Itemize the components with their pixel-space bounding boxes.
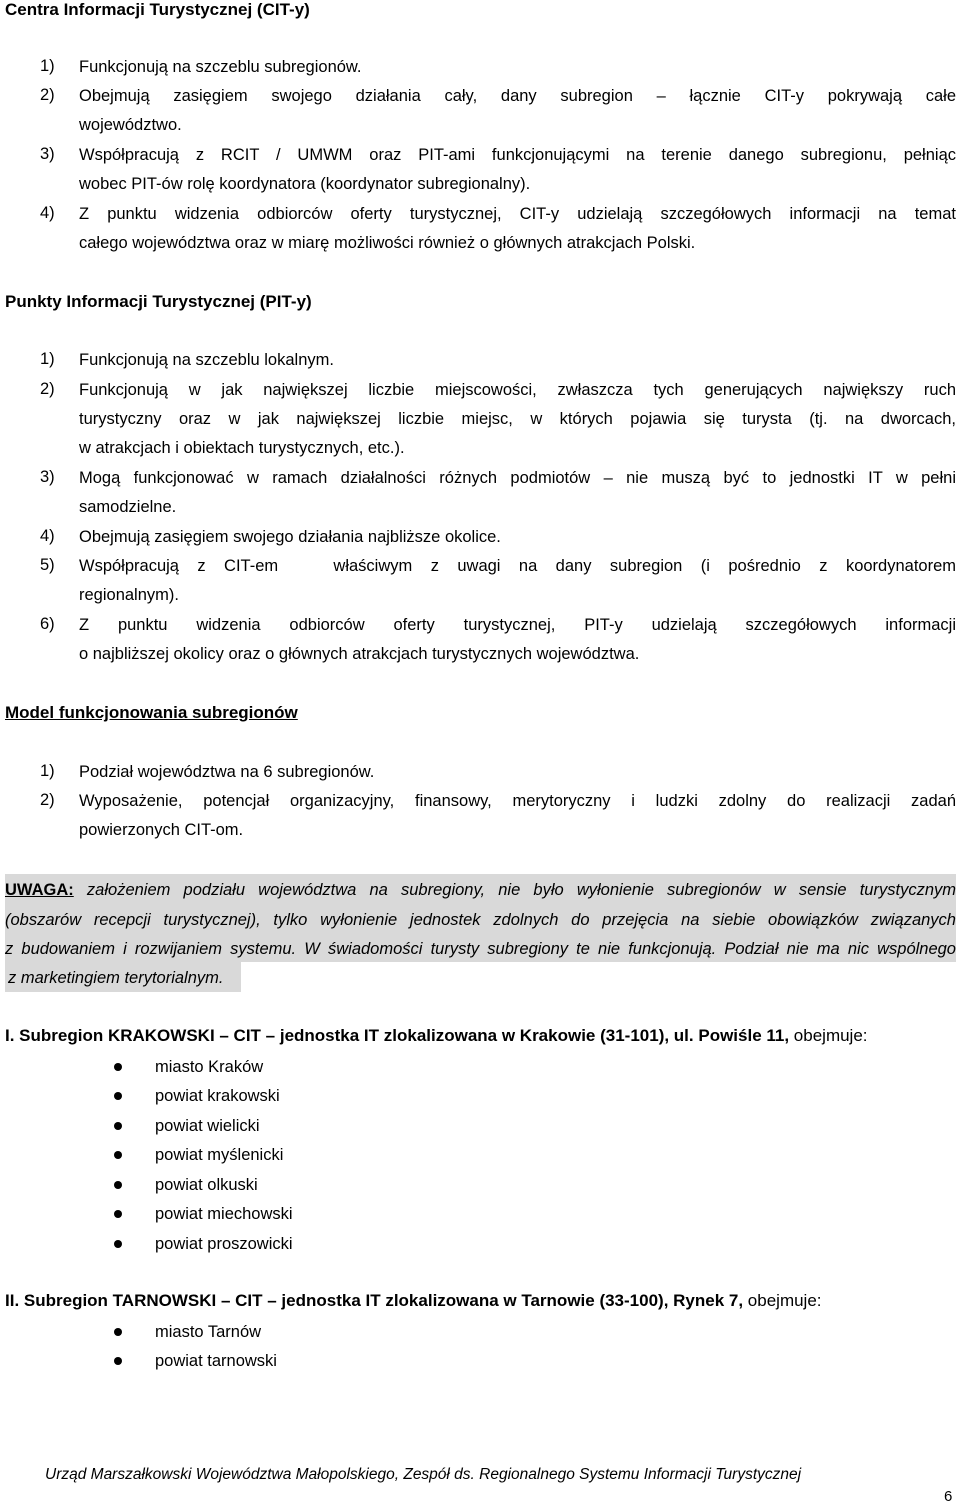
item-number: 2) [40,86,55,104]
cit-item-1 [40,57,956,87]
item-text: całego województwa oraz w miarę możliwości również o głównych atrakcjach Polski. [79,234,696,252]
item-text: wobec PIT-ów rolę koordynatora (koordynator subregionalny). [79,175,531,193]
pit-item-1 [40,350,956,380]
list-item-text: powiat krakowski [155,1087,280,1105]
item-text: Współpracują z CIT-em właściwym z uwagi na dany subregion (i pośrednio z koordynatorem [79,557,956,575]
item-number: 5) [40,556,55,574]
item-text: Z punktu widzenia odbiorców oferty turystycznej, CIT-y udzielają szczegółowych informacji na temat [79,205,956,223]
subregion-2-heading [5,1291,822,1311]
item-number: 1) [40,762,55,780]
pit-item-4 [40,527,956,557]
page-number: 6 [944,1488,953,1505]
cit-item-2 [40,86,956,134]
page-footer: Urząd Marszałkowski Województwa Małopolskiego, Zespół ds. Regionalnego Systemu Informacji Turystycznej [45,1466,802,1483]
item-number: 3) [40,468,55,486]
item-text: Funkcjonują na szczeblu lokalnym. [79,351,334,369]
pit-item-3 [40,468,956,516]
list-item-text: powiat proszowicki [155,1235,293,1253]
bullet-icon [114,1092,122,1100]
item-text: Z punktu widzenia odbiorców oferty turystycznej, PIT-y udzielają szczegółowych informacji [79,616,956,634]
list-item-text: powiat olkuski [155,1176,258,1194]
cit-item-3 [40,145,956,193]
subregion-2-title: II. Subregion TARNOWSKI – CIT – jednostka IT zlokalizowana w Tarnowie (33-100), Rynek 7, [5,1291,744,1310]
model-item-2 [40,791,956,839]
item-number: 3) [40,145,55,163]
subregion-1-heading [5,1026,868,1046]
item-text: o najbliższej okolicy oraz o głównych atrakcjach turystycznych województwa. [79,645,640,663]
bullet-icon [114,1210,122,1218]
note-line-1 [5,878,956,902]
model-item-1 [40,762,956,792]
note-line-3: z budowaniem i rozwijaniem systemu. W świadomości turysty subregiony te nie funkcjonują. Podział nie ma nic wspólnego [5,940,956,958]
bullet-icon [114,1181,122,1189]
bullet-icon [114,1063,122,1071]
item-text: Podział województwa na 6 subregionów. [79,763,375,781]
pit-item-6 [40,615,956,663]
item-number: 2) [40,791,55,809]
item-number: 6) [40,615,55,633]
bullet-icon [114,1357,122,1365]
item-text: Obejmują zasięgiem swojego działania cały, dany subregion – łącznie CIT-y pokrywają całe [79,87,956,105]
item-text: Współpracują z RCIT / UMWM oraz PIT-ami funkcjonującymi na terenie danego subregionu, pełniąc [79,146,956,164]
item-number: 1) [40,57,55,75]
pit-heading: Punkty Informacji Turystycznej (PIT-y) [5,292,312,311]
cit-heading: Centra Informacji Turystycznej (CIT-y) [5,0,310,19]
subregion-1-title: I. Subregion KRAKOWSKI – CIT – jednostka IT zlokalizowana w Krakowie (31-101), ul. Powiśle 11, [5,1026,790,1045]
subregion-2-suffix: obejmuje: [743,1291,822,1310]
pit-item-5 [40,556,956,604]
note-label: UWAGA: [5,881,74,899]
item-text: Funkcjonują na szczeblu subregionów. [79,58,362,76]
bullet-icon [114,1151,122,1159]
item-number: 2) [40,380,55,398]
item-text: regionalnym). [79,586,179,604]
list-item-text: powiat tarnowski [155,1352,277,1370]
item-text: turystyczny oraz w jak największej liczbie miejsc, w których pojawia się turysta (tj. na dworcach, [79,410,956,428]
item-number: 1) [40,350,55,368]
note-text: założeniem podziału województwa na subregiony, nie było wyłonienie subregionów w sensie turystycznym [86,881,956,899]
list-item-text: miasto Kraków [155,1058,264,1076]
item-number: 4) [40,527,55,545]
list-item-text: powiat miechowski [155,1205,293,1223]
item-text: Wyposażenie, potencjał organizacyjny, finansowy, merytoryczny i ludzki zdolny do realizacji zadań [79,792,956,810]
subregion-1-suffix: obejmuje: [789,1026,868,1045]
pit-item-2 [40,380,956,457]
note-line-2: (obszarów recepcji turystycznej), tylko wyłonienie jednostek zdolnych do przejęcia na siebie obowiązków związanych [5,911,956,929]
note-line-4: z marketingiem terytorialnym. [8,969,224,987]
bullet-icon [114,1122,122,1130]
bullet-icon [114,1328,122,1336]
item-text: województwo. [79,116,182,134]
item-text: Funkcjonują w jak największej liczbie miejscowości, zwłaszcza tych generujących największy ruch [79,381,956,399]
item-number: 4) [40,204,55,222]
item-text: Mogą funkcjonować w ramach działalności różnych podmiotów – nie muszą być to jednostki IT w pełni [79,469,956,487]
list-item-text: powiat wielicki [155,1117,260,1135]
list-item-text: powiat myślenicki [155,1146,284,1164]
model-heading: Model funkcjonowania subregionów [5,703,298,722]
item-text: powierzonych CIT-om. [79,821,244,839]
item-text: samodzielne. [79,498,177,516]
item-text: w atrakcjach i obiektach turystycznych, etc.). [79,439,405,457]
bullet-icon [114,1240,122,1248]
item-text: Obejmują zasięgiem swojego działania najbliższe okolice. [79,528,501,546]
list-item-text: miasto Tarnów [155,1323,262,1341]
cit-item-4 [40,204,956,252]
